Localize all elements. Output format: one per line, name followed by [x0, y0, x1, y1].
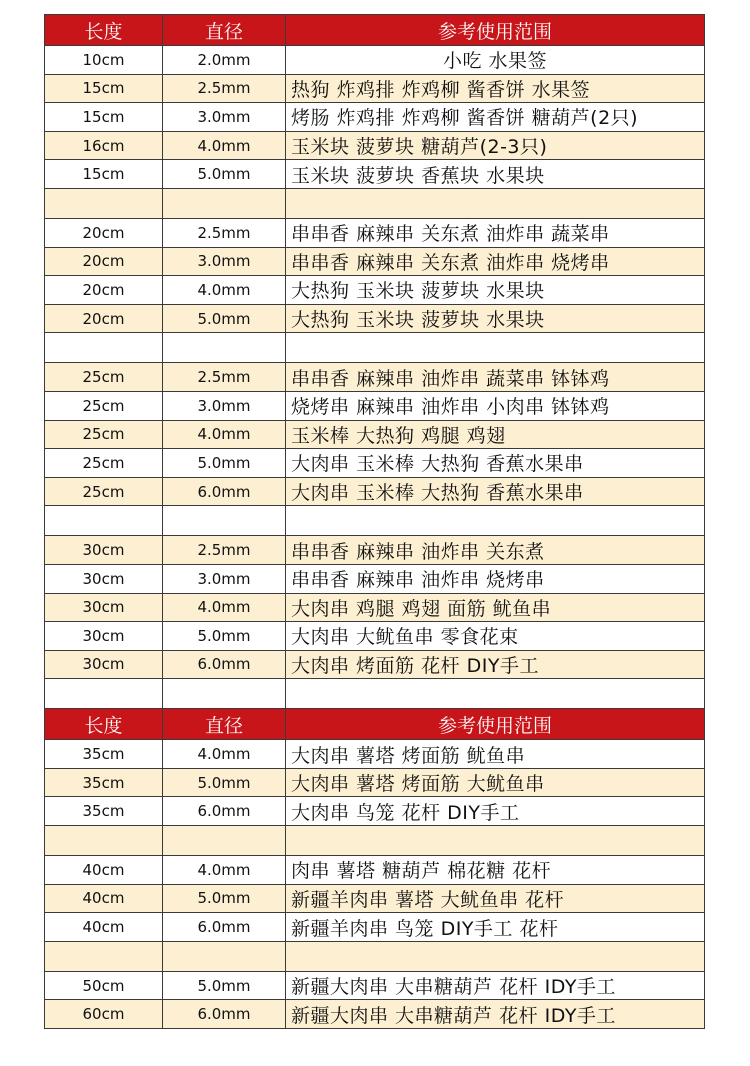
- usage-cell: 串串香 麻辣串 油炸串 关东煮: [286, 536, 705, 565]
- length-cell: 16cm: [45, 131, 163, 160]
- usage-cell: 串串香 麻辣串 关东煮 油炸串 蔬菜串: [286, 218, 705, 247]
- length-cell: 30cm: [45, 564, 163, 593]
- table-row: [45, 363, 705, 392]
- length-cell: 20cm: [45, 276, 163, 305]
- diameter-cell: 6.0mm: [163, 797, 286, 826]
- table-row: [45, 449, 705, 478]
- usage-cell: 大热狗 玉米块 菠萝块 水果块: [286, 304, 705, 333]
- table-row: [45, 1000, 705, 1029]
- length-cell: 40cm: [45, 884, 163, 913]
- diameter-cell: 4.0mm: [163, 593, 286, 622]
- diameter-cell: 4.0mm: [163, 420, 286, 449]
- diameter-cell: 4.0mm: [163, 856, 286, 885]
- length-cell: 15cm: [45, 74, 163, 103]
- usage-cell: 玉米块 菠萝块 糖葫芦(2-3只): [286, 131, 705, 160]
- table-row: [45, 420, 705, 449]
- usage-cell: 大肉串 大鱿鱼串 零食花束: [286, 622, 705, 651]
- usage-cell: 小吃 水果签: [286, 46, 705, 75]
- table-row: [45, 536, 705, 565]
- usage-cell: 大肉串 玉米棒 大热狗 香蕉水果串: [286, 449, 705, 478]
- usage-cell: 串串香 麻辣串 油炸串 烧烤串: [286, 564, 705, 593]
- length-cell: 60cm: [45, 1000, 163, 1029]
- table-row: [45, 304, 705, 333]
- table-row: [45, 564, 705, 593]
- table-row: [45, 160, 705, 189]
- spacer-row: [45, 679, 705, 709]
- header-row: [45, 15, 705, 46]
- length-cell: 25cm: [45, 363, 163, 392]
- diameter-cell: 5.0mm: [163, 768, 286, 797]
- length-cell: 25cm: [45, 477, 163, 506]
- usage-cell: 串串香 麻辣串 关东煮 油炸串 烧烤串: [286, 247, 705, 276]
- length-cell: 20cm: [45, 247, 163, 276]
- table-row: [45, 391, 705, 420]
- usage-cell: 串串香 麻辣串 油炸串 蔬菜串 钵钵鸡: [286, 363, 705, 392]
- table-row: [45, 913, 705, 942]
- table-row: [45, 46, 705, 75]
- length-cell: 25cm: [45, 391, 163, 420]
- usage-cell: 大肉串 薯塔 烤面筋 鱿鱼串: [286, 740, 705, 769]
- table-row: [45, 477, 705, 506]
- table-row: [45, 593, 705, 622]
- diameter-cell: 2.5mm: [163, 74, 286, 103]
- table-row: [45, 131, 705, 160]
- skewer-spec-table: [44, 14, 705, 1029]
- length-cell: 15cm: [45, 103, 163, 132]
- table-row: [45, 797, 705, 826]
- table-row: [45, 276, 705, 305]
- usage-cell: 新疆大肉串 大串糖葫芦 花杆 IDY手工: [286, 1000, 705, 1029]
- length-cell: 35cm: [45, 768, 163, 797]
- diameter-cell: 4.0mm: [163, 740, 286, 769]
- diameter-cell: 4.0mm: [163, 276, 286, 305]
- diameter-cell: 5.0mm: [163, 971, 286, 1000]
- diameter-cell: 4.0mm: [163, 131, 286, 160]
- usage-cell: 玉米块 菠萝块 香蕉块 水果块: [286, 160, 705, 189]
- header-length: 长度: [45, 709, 163, 740]
- diameter-cell: 5.0mm: [163, 449, 286, 478]
- usage-cell: 大肉串 玉米棒 大热狗 香蕉水果串: [286, 477, 705, 506]
- diameter-cell: 3.0mm: [163, 564, 286, 593]
- header-usage: 参考使用范围: [286, 709, 705, 740]
- length-cell: 20cm: [45, 218, 163, 247]
- usage-cell: 玉米棒 大热狗 鸡腿 鸡翅: [286, 420, 705, 449]
- length-cell: 40cm: [45, 856, 163, 885]
- diameter-cell: 5.0mm: [163, 160, 286, 189]
- diameter-cell: 6.0mm: [163, 913, 286, 942]
- usage-cell: 大热狗 玉米块 菠萝块 水果块: [286, 276, 705, 305]
- spacer-row: [45, 188, 705, 218]
- usage-cell: 大肉串 鸡腿 鸡翅 面筋 鱿鱼串: [286, 593, 705, 622]
- table-row: [45, 247, 705, 276]
- diameter-cell: 2.5mm: [163, 536, 286, 565]
- diameter-cell: 3.0mm: [163, 247, 286, 276]
- length-cell: 40cm: [45, 913, 163, 942]
- usage-cell: 烤肠 炸鸡排 炸鸡柳 酱香饼 糖葫芦(2只): [286, 103, 705, 132]
- spacer-row: [45, 826, 705, 856]
- spacer-row: [45, 941, 705, 971]
- diameter-cell: 6.0mm: [163, 477, 286, 506]
- length-cell: 35cm: [45, 797, 163, 826]
- usage-cell: 大肉串 烤面筋 花杆 DIY手工: [286, 650, 705, 679]
- diameter-cell: 5.0mm: [163, 304, 286, 333]
- diameter-cell: 3.0mm: [163, 391, 286, 420]
- diameter-cell: 5.0mm: [163, 622, 286, 651]
- usage-cell: 新疆大肉串 大串糖葫芦 花杆 IDY手工: [286, 971, 705, 1000]
- spacer-row: [45, 506, 705, 536]
- usage-cell: 大肉串 鸟笼 花杆 DIY手工: [286, 797, 705, 826]
- usage-cell: 热狗 炸鸡排 炸鸡柳 酱香饼 水果签: [286, 74, 705, 103]
- spec-sheet: [44, 14, 704, 1029]
- header-length: 长度: [45, 15, 163, 46]
- diameter-cell: 5.0mm: [163, 884, 286, 913]
- length-cell: 30cm: [45, 536, 163, 565]
- usage-cell: 新疆羊肉串 薯塔 大鱿鱼串 花杆: [286, 884, 705, 913]
- header-usage: 参考使用范围: [286, 15, 705, 46]
- table-row: [45, 103, 705, 132]
- diameter-cell: 6.0mm: [163, 1000, 286, 1029]
- table-row: [45, 74, 705, 103]
- table-row: [45, 768, 705, 797]
- usage-cell: 肉串 薯塔 糖葫芦 棉花糖 花杆: [286, 856, 705, 885]
- usage-cell: 烧烤串 麻辣串 油炸串 小肉串 钵钵鸡: [286, 391, 705, 420]
- length-cell: 25cm: [45, 420, 163, 449]
- length-cell: 10cm: [45, 46, 163, 75]
- table-row: [45, 650, 705, 679]
- length-cell: 25cm: [45, 449, 163, 478]
- diameter-cell: 3.0mm: [163, 103, 286, 132]
- table-row: [45, 622, 705, 651]
- diameter-cell: 2.5mm: [163, 218, 286, 247]
- table-row: [45, 856, 705, 885]
- length-cell: 30cm: [45, 593, 163, 622]
- diameter-cell: 6.0mm: [163, 650, 286, 679]
- diameter-cell: 2.0mm: [163, 46, 286, 75]
- header-diameter: 直径: [163, 709, 286, 740]
- usage-cell: 大肉串 薯塔 烤面筋 大鱿鱼串: [286, 768, 705, 797]
- table-row: [45, 218, 705, 247]
- usage-cell: 新疆羊肉串 鸟笼 DIY手工 花杆: [286, 913, 705, 942]
- header-row: [45, 709, 705, 740]
- length-cell: 30cm: [45, 622, 163, 651]
- spacer-row: [45, 333, 705, 363]
- table-row: [45, 884, 705, 913]
- table-row: [45, 971, 705, 1000]
- length-cell: 30cm: [45, 650, 163, 679]
- header-diameter: 直径: [163, 15, 286, 46]
- length-cell: 15cm: [45, 160, 163, 189]
- length-cell: 20cm: [45, 304, 163, 333]
- table-row: [45, 740, 705, 769]
- diameter-cell: 2.5mm: [163, 363, 286, 392]
- length-cell: 35cm: [45, 740, 163, 769]
- length-cell: 50cm: [45, 971, 163, 1000]
